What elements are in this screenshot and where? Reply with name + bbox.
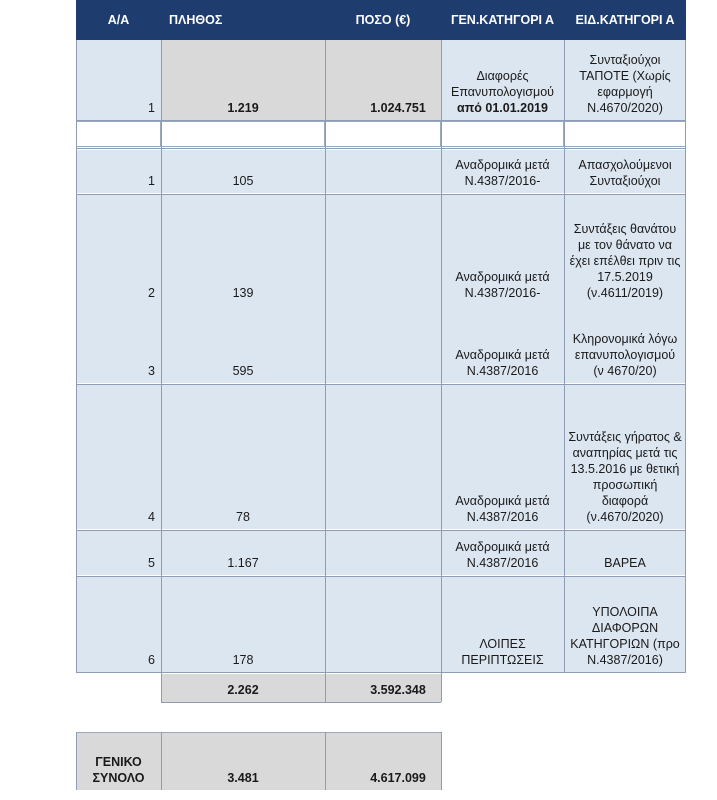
row-eid-category: ΥΠΟΛΟΙΠΑ ΔΙΑΦΟΡΩΝ ΚΑΤΗΓΟΡΙΩΝ (προ Ν.4387/2016) xyxy=(564,577,686,672)
row-eid-category: Συντάξεις θανάτου με τον θάνατο να έχει επέλθει πριν τις 17.5.2019 (ν.4611/2019) xyxy=(564,195,686,305)
grid-line xyxy=(161,40,162,702)
row-eid-category: Συντάξεις γήρατος & αναπηρίας μετά τις 13.5.2016 με θετική προσωπική διαφορά (ν.4670/2020) xyxy=(564,385,686,529)
row-gen-category: Αναδρομικά μετά Ν.4387/2016 xyxy=(441,385,564,529)
row-aa: 2 xyxy=(76,195,161,305)
spacer-cell xyxy=(76,121,161,147)
header-eid-category: ΕΙΔ.ΚΑΤΗΓΟΡΙ Α xyxy=(564,0,686,40)
subtotal-poso: 3.592.348 xyxy=(325,674,441,702)
row-poso-empty xyxy=(325,531,441,575)
row-gen-category: Αναδρομικά μετά Ν.4387/2016 xyxy=(441,531,564,575)
grid-line xyxy=(685,40,686,672)
row-poso-empty xyxy=(325,150,441,193)
row-aa: 1 xyxy=(76,40,161,120)
row-plithos: 139 xyxy=(161,195,325,305)
row-eid-category: ΒΑΡΕΑ xyxy=(564,531,686,575)
header-plithos: ΠΛΗΘΟΣ xyxy=(161,0,325,40)
row-gen-category: Αναδρομικά μετά Ν.4387/2016 xyxy=(441,305,564,383)
spacer-cell xyxy=(325,121,441,147)
grid-line xyxy=(441,40,442,702)
grand-total-plithos: 3.481 xyxy=(161,732,325,790)
row-plithos: 105 xyxy=(161,150,325,193)
row-plithos: 1.167 xyxy=(161,531,325,575)
grid-line xyxy=(76,576,686,577)
row-eid-category: Κληρονομικά λόγω επανυπολογισμού (ν 4670/20) xyxy=(564,305,686,383)
row-poso-empty xyxy=(325,577,441,672)
grand-total-label: ΓΕΝΙΚΟ ΣΥΝΟΛΟ xyxy=(76,732,161,790)
grid-line xyxy=(76,384,686,385)
row-gen-category: ΛΟΙΠΕΣ ΠΕΡΙΠΤΩΣΕΙΣ xyxy=(441,577,564,672)
row-gen-category: Αναδρομικά μετά Ν.4387/2016- xyxy=(441,195,564,305)
header-aa: Α/Α xyxy=(76,0,161,40)
grid-line xyxy=(76,194,686,195)
row-plithos: 178 xyxy=(161,577,325,672)
row-aa: 1 xyxy=(76,150,161,193)
spacer-cell xyxy=(564,121,686,147)
grid-line xyxy=(325,732,326,790)
row-gen-category xyxy=(441,40,564,120)
grid-line xyxy=(441,732,442,790)
row-eid-category: Συνταξιούχοι ΤΑΠΟΤΕ (Χωρίς εφαρμογή Ν.4670/2020) xyxy=(564,40,686,120)
grid-line xyxy=(564,40,565,672)
grid-line xyxy=(76,732,77,790)
grid-line xyxy=(76,672,686,673)
row-aa: 4 xyxy=(76,385,161,529)
spacer-cell xyxy=(161,121,325,147)
row-poso-empty xyxy=(325,305,441,383)
spacer-cell xyxy=(441,121,564,147)
row-aa: 6 xyxy=(76,577,161,672)
row-gen-category: Αναδρομικά μετά Ν.4387/2016- xyxy=(441,150,564,193)
grid-line xyxy=(76,148,686,149)
grid-line xyxy=(161,702,441,703)
row-poso-empty xyxy=(325,385,441,529)
gen-category-text: Διαφορές Επανυπολογισμού xyxy=(450,69,554,99)
row-poso-empty xyxy=(325,195,441,305)
grid-line xyxy=(76,40,77,672)
grid-line xyxy=(76,120,686,121)
row-aa: 3 xyxy=(76,305,161,383)
row-aa: 5 xyxy=(76,531,161,575)
grid-line xyxy=(161,732,162,790)
subtotal-plithos: 2.262 xyxy=(161,674,325,702)
row-poso: 1.024.751 xyxy=(325,40,441,120)
grid-line xyxy=(325,40,326,702)
grand-total-poso: 4.617.099 xyxy=(325,732,441,790)
header-gen-category: ΓΕΝ.ΚΑΤΗΓΟΡΙ Α xyxy=(441,0,564,40)
header-poso: ΠΟΣΟ (€) xyxy=(325,0,441,40)
row-plithos: 1.219 xyxy=(161,40,325,120)
gen-category-date: από 01.01.2019 xyxy=(457,101,548,115)
row-eid-category: Απασχολούμενοι Συνταξιούχοι xyxy=(564,150,686,193)
row-plithos: 595 xyxy=(161,305,325,383)
grid-line xyxy=(76,530,686,531)
row-plithos: 78 xyxy=(161,385,325,529)
